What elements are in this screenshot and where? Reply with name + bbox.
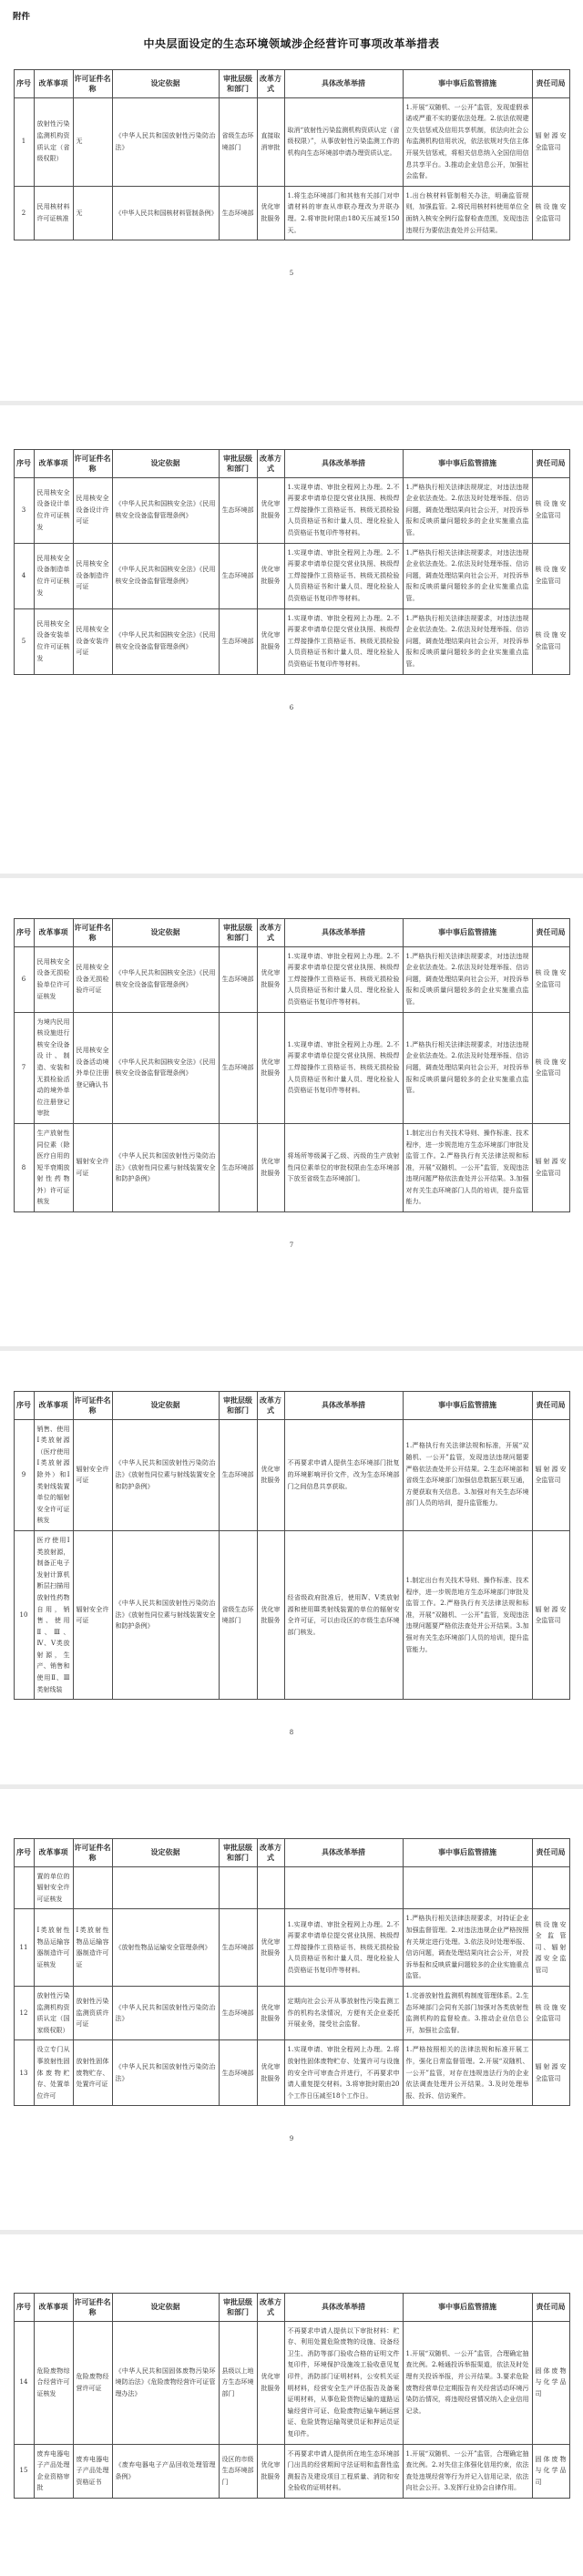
column-header: 事中事后监管措施 bbox=[403, 2294, 532, 2322]
table-header bbox=[14, 1392, 569, 1420]
cell-seq: 2 bbox=[14, 186, 34, 240]
reform-table bbox=[14, 1391, 570, 1700]
cell-reform-mode: 优化审批服务 bbox=[257, 946, 284, 1012]
header-row bbox=[14, 1839, 569, 1867]
table-row bbox=[14, 2444, 569, 2498]
cell-cert-name: 民用核安全设备安装许可证 bbox=[73, 608, 112, 674]
cell-responsible-bureau: 辐射源安全监管司 bbox=[532, 97, 569, 186]
cell-reform-measures: 不再要求申请人提供以下审批材料：贮存、利用处置危险废物的设施、设备经卫生、消防等部门验收合格的证明文件复印件，环境保护设施竣工验收意见复印件，消防部门证明材料，公安机关证明材料，经营安全生产评估报告及备案证明材料，从事危险货物运输的道路运输经营许可证、危险废物运输车辆运营证、危险货物运输驾驶员证和押运员证复印件。 bbox=[284, 2321, 403, 2444]
cell-seq: 12 bbox=[14, 1986, 34, 2039]
cell-reform-mode: 优化审批服务 bbox=[257, 1909, 284, 1987]
table-body bbox=[14, 1419, 569, 1700]
cell-cert-name: 无 bbox=[73, 186, 112, 240]
cell-legal-basis bbox=[112, 1866, 219, 1909]
column-header: 序号 bbox=[14, 450, 34, 478]
column-header: 事中事后监管措施 bbox=[403, 70, 532, 98]
column-header: 许可证件名称 bbox=[73, 919, 112, 947]
cell-legal-basis: 《废弃电器电子产品回收处理管理条例》 bbox=[112, 2444, 219, 2498]
column-header: 责任司局 bbox=[532, 70, 569, 98]
cell-cert-name: 放射性固体废物贮存、处置许可证 bbox=[73, 2040, 112, 2106]
cell-responsible-bureau: 核设施安全监管司、辐射源安全监管司 bbox=[532, 1909, 569, 1987]
header-row bbox=[14, 919, 569, 947]
column-header: 具体改革举措 bbox=[284, 1392, 403, 1420]
cell-cert-name: 辐射安全许可证 bbox=[73, 1419, 112, 1530]
cell-reform-item: 废弃电器电子产品处理企业资格审批 bbox=[34, 2444, 73, 2498]
header-row bbox=[14, 1392, 569, 1420]
cell-responsible-bureau: 核设施安全监管司 bbox=[532, 477, 569, 543]
cell-responsible-bureau: 固体废物与化学品司 bbox=[532, 2444, 569, 2498]
page-number: 8 bbox=[289, 1729, 294, 1737]
cell-responsible-bureau: 核设施安全监管司 bbox=[532, 946, 569, 1012]
column-header: 责任司局 bbox=[532, 919, 569, 947]
cell-approval-authority: 省级生态环境部门 bbox=[219, 97, 257, 186]
column-header: 序号 bbox=[14, 2294, 34, 2322]
document-title: 中央层面设定的生态环境领域涉企经营许可事项改革举措表 bbox=[143, 37, 440, 50]
column-header: 改革事项 bbox=[34, 1839, 73, 1867]
cell-responsible-bureau: 辐射源安全监管司 bbox=[532, 1419, 569, 1530]
cell-supervision-measures: 1.制定出台有关技术导则、操作标准、技术程序，进一步规范地方生态环境部门审批及监管工作。2.严格执行有关法律法规和标准，开展“双随机、一公开”监管，发现违法违规问题要严格依法查处并公开结果。3.加强对有关生态环境部门人员的培训，提升监管能力。 bbox=[403, 1530, 532, 1699]
column-header: 具体改革举措 bbox=[284, 1839, 403, 1867]
cell-reform-item: 生产放射性同位素（除医疗自用的短半衰期放射性药物外）许可证核发 bbox=[34, 1123, 73, 1211]
cell-legal-basis: 《中华人民共和国核安全法》《民用核安全设备监督管理条例》 bbox=[112, 477, 219, 543]
column-header: 许可证件名称 bbox=[73, 70, 112, 98]
cell-reform-measures: 1.实现申请、审批全程网上办理。2.不再要求申请单位提交营业执照、核级焊工焊接操作工资格证书、核级无损检验人员资格证书和计量人员、理化检验人员资格证书复印件等材料。 bbox=[284, 477, 403, 543]
table-row bbox=[14, 477, 569, 543]
column-header: 事中事后监管措施 bbox=[403, 1392, 532, 1420]
cell-reform-measures: 将场所等级属于乙级、丙级的生产放射性同位素单位的审批权限由生态环境部下放至省级生态环境部门。 bbox=[284, 1123, 403, 1211]
cell-reform-measures: 取消“放射性污染监测机构资质认定（省级权限）”，从事放射性污染监测工作的机构向生态环境部申请办理资质认定。 bbox=[284, 97, 403, 186]
cell-reform-measures: 经省级政府批准后，使用Ⅳ、Ⅴ类放射源和使用Ⅲ类射线装置的单位的辐射安全许可证，可以由设区的市级生态环境部门核发。 bbox=[284, 1530, 403, 1699]
cell-supervision-measures: 1.严格执行相关法律法规要求，对违法违规企业依法查处。2.依法及时处理举报、信访问题，调查处理结果向社会公开，对投诉举报和反映质量问题较多的企业实施重点监管。 bbox=[403, 1012, 532, 1123]
cell-approval-authority: 生态环境部 bbox=[219, 608, 257, 674]
cell-supervision-measures: 1.严格执行相关法律法规规定，对违法违规企业依法查处。2.依法及时处理举报、信访问题，调查处理结果向社会公开，对投诉举报和反映质量问题较多的企业实施重点监管。 bbox=[403, 477, 532, 543]
cell-seq: 8 bbox=[14, 1123, 34, 1211]
table-row bbox=[14, 608, 569, 674]
column-header: 责任司局 bbox=[532, 2294, 569, 2322]
column-header: 具体改革举措 bbox=[284, 2294, 403, 2322]
page-number: 6 bbox=[289, 703, 294, 711]
cell-approval-authority: 生态环境部 bbox=[219, 2040, 257, 2106]
table-header bbox=[14, 2294, 569, 2322]
cell-reform-item: 销售、使用Ⅰ类放射源（医疗使用Ⅰ类放射源除外）和Ⅰ类射线装置单位的辐射安全许可证核发 bbox=[34, 1419, 73, 1530]
column-header: 许可证件名称 bbox=[73, 1839, 112, 1867]
cell-seq: 1 bbox=[14, 97, 34, 186]
cell-reform-measures: 1.将生态环境部门和其他有关部门对申请材料的审查从串联办理改为并联办理。2.将审批时限由180天压减至150天。 bbox=[284, 186, 403, 240]
column-header: 责任司局 bbox=[532, 450, 569, 478]
document-page bbox=[0, 1351, 583, 1784]
page-number: 7 bbox=[289, 1242, 294, 1250]
cell-supervision-measures: 1.严格执行相关法律法规要求，对违法违规企业依法查处。2.依法及时处理举报、信访问题，调查处理结果向社会公开，对投诉举报和反映质量问题较多的企业实施重点监管。 bbox=[403, 608, 532, 674]
cell-legal-basis: 《中华人民共和国放射性污染防治法》《放射性同位素与射线装置安全和防护条例》 bbox=[112, 1530, 219, 1699]
table-body bbox=[14, 477, 569, 674]
cell-supervision-measures: 1.制定出台有关技术导则、操作标准、技术程序，进一步规范地方生态环境部门审批及监管工作。2.严格执行有关法律法规和标准，开展“双随机、一公开”监管，发现违法违规问题严格依法查处并公开结果。3.加强对有关生态环境部门人员的培训，提升监管能力。 bbox=[403, 1123, 532, 1211]
cell-approval-authority: 生态环境部 bbox=[219, 1123, 257, 1211]
cell-reform-mode: 优化审批服务 bbox=[257, 608, 284, 674]
column-header: 事中事后监管措施 bbox=[403, 1839, 532, 1867]
column-header: 设定依据 bbox=[112, 919, 219, 947]
cell-reform-item: 医疗使用Ⅰ类放射源，制备正电子发射计算机断层扫描用放射性药物自用，销售、使用Ⅱ、Ⅲ、Ⅳ、Ⅴ类放射源，生产、销售和使用Ⅱ、Ⅲ类射线装 bbox=[34, 1530, 73, 1699]
column-header: 审批层级和部门 bbox=[219, 70, 257, 98]
cell-responsible-bureau: 核设施安全监管司 bbox=[532, 1012, 569, 1123]
cell-legal-basis: 《中华人民共和国核安全法》《民用核安全设备监督管理条例》 bbox=[112, 1012, 219, 1123]
cell-reform-mode: 优化审批服务 bbox=[257, 2040, 284, 2106]
cell-supervision-measures: 1.严格执行相关法律法规要求，对持证企业加强监督管理。2.对违法违规企业严格按照有关规定进行处理。3.依法及时处理举报、信访问题，调查处理结果向社会公开，对投诉举报和反映质量问题较多的企业实施重点监管。 bbox=[403, 1909, 532, 1987]
cell-reform-measures: 1.实现申请、审批全程网上办理。2.将放射性固体废物贮存、处置许可与设施的安全许可审查合并进行，不再要求申请人重复提交材料。3.将审批时限由20个工作日压减至18个工作日。 bbox=[284, 2040, 403, 2106]
page-number: 5 bbox=[289, 270, 294, 278]
table-row bbox=[14, 186, 569, 240]
column-header: 责任司局 bbox=[532, 1839, 569, 1867]
table-row bbox=[14, 2040, 569, 2106]
cell-reform-measures: 1.实现申请、审批全程网上办理。2.不再要求申请单位提交营业执照、核级焊工焊接操作工资格证书、核级无损检验人员资格证书和计量人员、理化检验人员资格证书复印件等材料。 bbox=[284, 946, 403, 1012]
cell-supervision-measures: 1.开展“双随机、一公开”监管，发现虚假承诺或严重不实的要依法处理。2.依法依规建立失信惩戒及信用共享机制，依法向社会公布监测机构信用状况，依法依规对失信主体开展失信惩戒，将相关信息纳入全国信用信息共享平台。3.推动企业信息公开，加强社会监督。 bbox=[403, 97, 532, 186]
column-header: 审批层级和部门 bbox=[219, 919, 257, 947]
column-header: 序号 bbox=[14, 1392, 34, 1420]
cell-supervision-measures: 1.开展“双随机、一公开”监管，合理确定抽查比例。2.畅通投诉举报渠道，依法及时处理有关投诉举报，并公开结果。3.要求危险废物经营单位定期报告有关经营活动环境污染防治情况，将违规经营情况纳入企业信用记录。 bbox=[403, 2321, 532, 2444]
cell-cert-name bbox=[73, 1866, 112, 1909]
column-header: 设定依据 bbox=[112, 1392, 219, 1420]
column-header: 具体改革举措 bbox=[284, 919, 403, 947]
cell-reform-item: 危险废物综合经营许可证核发 bbox=[34, 2321, 73, 2444]
table-row bbox=[14, 946, 569, 1012]
column-header: 序号 bbox=[14, 919, 34, 947]
column-header: 设定依据 bbox=[112, 1839, 219, 1867]
cell-reform-item: 放射性污染监测机构资质认定（国家级权限） bbox=[34, 1986, 73, 2039]
cell-reform-item: 民用核安全设备安装单位许可证核发 bbox=[34, 608, 73, 674]
cell-responsible-bureau: 核设施安全监管司 bbox=[532, 543, 569, 608]
column-header: 改革方式 bbox=[257, 450, 284, 478]
column-header: 审批层级和部门 bbox=[219, 1839, 257, 1867]
cell-legal-basis: 《中华人民共和国核材料管制条例》 bbox=[112, 186, 219, 240]
cell-reform-item: 设立专门从事放射性固体废物贮存、处置单位许可 bbox=[34, 2040, 73, 2106]
cell-supervision-measures: 1.完善放射性监测机构制度管理体系。2.生态环境部门会同有关部门加强对各类放射性监测机构的监督检查。3.推动企业信息公开，加强社会监督。 bbox=[403, 1986, 532, 2039]
cell-seq: 15 bbox=[14, 2444, 34, 2498]
column-header: 审批层级和部门 bbox=[219, 450, 257, 478]
cell-cert-name: 民用核安全设备制造许可证 bbox=[73, 543, 112, 608]
column-header: 具体改革举措 bbox=[284, 450, 403, 478]
cell-legal-basis: 《中华人民共和国核安全法》《民用核安全设备监督管理条例》 bbox=[112, 543, 219, 608]
column-header: 许可证件名称 bbox=[73, 2294, 112, 2322]
cell-approval-authority: 设区的市级生态环境部门 bbox=[219, 2444, 257, 2498]
cell-legal-basis: 《放射性物品运输安全管理条例》 bbox=[112, 1909, 219, 1987]
column-header: 改革事项 bbox=[34, 450, 73, 478]
column-header: 改革事项 bbox=[34, 1392, 73, 1420]
cell-approval-authority bbox=[219, 1866, 257, 1909]
cell-reform-measures bbox=[284, 1866, 403, 1909]
column-header: 责任司局 bbox=[532, 1392, 569, 1420]
cell-cert-name: 辐射安全许可证 bbox=[73, 1123, 112, 1211]
cell-reform-mode: 直接取消审批 bbox=[257, 97, 284, 186]
column-header: 设定依据 bbox=[112, 70, 219, 98]
cell-supervision-measures: 1.出台核材料管制相关办法，明确监管规则，加强监管。2.将民用核材料使用单位全面纳入核安全例行监督检查范围，发现违法违规行为要依法查处并公开结果。 bbox=[403, 186, 532, 240]
document-page bbox=[0, 2234, 583, 2568]
cell-reform-mode bbox=[257, 1866, 284, 1909]
cell-responsible-bureau: 核设施安全监管司 bbox=[532, 1986, 569, 2039]
column-header: 设定依据 bbox=[112, 2294, 219, 2322]
table-body bbox=[14, 946, 569, 1211]
cell-cert-name: 民用核安全设备活动境外单位注册登记确认书 bbox=[73, 1012, 112, 1123]
cell-reform-item: 放射性污染监测机构资质认定（省级权限） bbox=[34, 97, 73, 186]
cell-approval-authority: 生态环境部 bbox=[219, 946, 257, 1012]
document-page bbox=[0, 405, 583, 874]
cell-seq: 14 bbox=[14, 2321, 34, 2444]
cell-reform-item: 民用核安全设备制造单位许可证核发 bbox=[34, 543, 73, 608]
column-header: 改革事项 bbox=[34, 919, 73, 947]
cell-reform-mode: 优化审批服务 bbox=[257, 1419, 284, 1530]
cell-legal-basis: 《中华人民共和国放射性污染防治法》《放射性同位素与射线装置安全和防护条例》 bbox=[112, 1123, 219, 1211]
table-row bbox=[14, 1866, 569, 1909]
reform-table bbox=[14, 449, 570, 675]
cell-reform-mode: 优化审批服务 bbox=[257, 1012, 284, 1123]
document-page bbox=[0, 0, 583, 401]
cell-seq: 5 bbox=[14, 608, 34, 674]
cell-reform-measures: 1.实现申请、审批全程网上办理。2.不再要求申请单位提交营业执照、核级焊工焊接操作工资格证书、核级无损检验人员资格证书和计量人员、理化检验人员资格证书复印件等材料。 bbox=[284, 543, 403, 608]
cell-approval-authority: 生态环境部 bbox=[219, 1909, 257, 1987]
table-row bbox=[14, 1012, 569, 1123]
cell-responsible-bureau: 核设施安全监管司 bbox=[532, 608, 569, 674]
table-header bbox=[14, 70, 569, 98]
cell-reform-item: 民用核材料许可证核准 bbox=[34, 186, 73, 240]
header-row bbox=[14, 2294, 569, 2322]
cell-reform-measures: 不再要求申请人提供生态环境部门批复的环境影响评价文件，改为生态环境部门之间信息共享获取。 bbox=[284, 1419, 403, 1530]
header-row bbox=[14, 70, 569, 98]
column-header: 改革方式 bbox=[257, 2294, 284, 2322]
cell-cert-name: 辐射安全许可证 bbox=[73, 1530, 112, 1699]
table-row bbox=[14, 543, 569, 608]
cell-approval-authority: 生态环境部 bbox=[219, 477, 257, 543]
table-row bbox=[14, 1530, 569, 1699]
cell-legal-basis: 《中华人民共和国放射性污染防治法》 bbox=[112, 97, 219, 186]
cell-reform-item: Ⅰ类放射性物品运输容器制造许可证核发 bbox=[34, 1909, 73, 1987]
column-header: 改革方式 bbox=[257, 70, 284, 98]
cell-reform-mode: 优化审批服务 bbox=[257, 1123, 284, 1211]
cell-seq bbox=[14, 1866, 34, 1909]
cell-seq: 13 bbox=[14, 2040, 34, 2106]
cell-cert-name: 民用核安全设备无损检验许可证 bbox=[73, 946, 112, 1012]
cell-responsible-bureau: 辐射源安全监管司 bbox=[532, 2040, 569, 2106]
cell-reform-mode: 优化审批服务 bbox=[257, 186, 284, 240]
table-row bbox=[14, 1419, 569, 1530]
cell-reform-mode: 优化审批服务 bbox=[257, 543, 284, 608]
column-header: 许可证件名称 bbox=[73, 1392, 112, 1420]
column-header: 设定依据 bbox=[112, 450, 219, 478]
cell-reform-item: 民用核安全设备设计单位许可证核发 bbox=[34, 477, 73, 543]
cell-reform-mode: 优化审批服务 bbox=[257, 477, 284, 543]
cell-responsible-bureau: 核设施安全监管司 bbox=[532, 186, 569, 240]
header-row bbox=[14, 450, 569, 478]
table-row bbox=[14, 1986, 569, 2039]
table-header bbox=[14, 450, 569, 478]
cell-cert-name: 无 bbox=[73, 97, 112, 186]
cell-legal-basis: 《中华人民共和国固体废物污染环境防治法》《危险废物经营许可证管理办法》 bbox=[112, 2321, 219, 2444]
cell-cert-name: 危险废物经营许可证 bbox=[73, 2321, 112, 2444]
cell-reform-item: 置的单位的辐射安全许可证核发 bbox=[34, 1866, 73, 1909]
cell-seq: 9 bbox=[14, 1419, 34, 1530]
column-header: 改革方式 bbox=[257, 919, 284, 947]
cell-reform-measures: 1.实现申请、审批全程网上办理。2.不再要求申请单位提交营业执照、核级焊工焊接操作工资格证书、核级无损检验人员资格证书和计量人员、理化检验人员资格证书复印件等材料。 bbox=[284, 1909, 403, 1987]
table-row bbox=[14, 1123, 569, 1211]
cell-reform-measures: 定期向社会公开从事放射性污染监测工作的机构名录情况，方便有关企业委托开展业务，接受社会监督。 bbox=[284, 1986, 403, 2039]
cell-supervision-measures: 1.开展“双随机、一公开”监管，合理确定抽查比例。2.对失信主体强化信用约束，依法查处违规经营等行为并记入信用记录，依法向社会公开。3.发挥行业协会自律作用。 bbox=[403, 2444, 532, 2498]
column-header: 序号 bbox=[14, 70, 34, 98]
column-header: 审批层级和部门 bbox=[219, 2294, 257, 2322]
document-page bbox=[0, 1789, 583, 2230]
cell-cert-name: 民用核安全设备设计许可证 bbox=[73, 477, 112, 543]
cell-responsible-bureau: 辐射源安全监管司 bbox=[532, 1530, 569, 1699]
cell-cert-name: Ⅰ类放射性物品运输容器制造许可证 bbox=[73, 1909, 112, 1987]
cell-approval-authority: 生态环境部 bbox=[219, 1419, 257, 1530]
cell-reform-mode: 优化审批服务 bbox=[257, 2444, 284, 2498]
column-header: 审批层级和部门 bbox=[219, 1392, 257, 1420]
reform-table bbox=[14, 1838, 570, 2106]
cell-responsible-bureau bbox=[532, 1866, 569, 1909]
cell-legal-basis: 《中华人民共和国放射性污染防治法》 bbox=[112, 1986, 219, 2039]
cell-approval-authority: 生态环境部 bbox=[219, 543, 257, 608]
cell-cert-name: 放射性污染监测资质许可证 bbox=[73, 1986, 112, 2039]
column-header: 改革方式 bbox=[257, 1392, 284, 1420]
cell-legal-basis: 《中华人民共和国核安全法》《民用核安全设备监督管理条例》 bbox=[112, 608, 219, 674]
table-header bbox=[14, 919, 569, 947]
cell-reform-mode: 优化审批服务 bbox=[257, 1530, 284, 1699]
cell-supervision-measures: 1.严格执行有关法律法规和标准，开展“双随机、一公开”监管，发现违法违规问题要严格依法查处并公开结果。2.生态环境部和省级生态环境部门加强信息数据互联互通，方便获取有关信息。3.加强对有关生态环境部门人员的培训，提升监管能力。 bbox=[403, 1419, 532, 1530]
cell-legal-basis: 《中华人民共和国放射性污染防治法》《放射性同位素与射线装置安全和防护条例》 bbox=[112, 1419, 219, 1530]
attachment-label: 附件 bbox=[13, 12, 31, 22]
cell-reform-mode: 优化审批服务 bbox=[257, 1986, 284, 2039]
table-body bbox=[14, 97, 569, 240]
table-row bbox=[14, 97, 569, 186]
cell-supervision-measures: 1.严格执行相关法律法规要求，对违法违规企业依法查处。2.依法及时处理举报、信访问题，调查处理结果向社会公开，对投诉举报和反映质量问题较多的企业实施重点监管。 bbox=[403, 946, 532, 1012]
column-header: 改革事项 bbox=[34, 70, 73, 98]
table-row bbox=[14, 2321, 569, 2444]
cell-cert-name: 废弃电器电子产品处理资格证书 bbox=[73, 2444, 112, 2498]
cell-supervision-measures: 1.严格按照相关的法律法规和标准开展工作，强化日常监督管理。2.开展“双随机、一公开”监管，对存在违规违法行为的企业依法调查处理并公开结果。3.及时处理举报、投诉、信访案件。 bbox=[403, 2040, 532, 2106]
cell-seq: 4 bbox=[14, 543, 34, 608]
cell-legal-basis: 《中华人民共和国放射性污染防治法》 bbox=[112, 2040, 219, 2106]
cell-seq: 11 bbox=[14, 1909, 34, 1987]
cell-reform-mode: 优化审批服务 bbox=[257, 2321, 284, 2444]
cell-reform-measures: 1.实现申请、审批全程网上办理。2.不再要求申请单位提交营业执照、核级焊工焊接操作工资格证书、核级无损检验人员资格证书和计量人员、理化检验人员资格证书复印件等材料。 bbox=[284, 1012, 403, 1123]
cell-reform-item: 民用核安全设备无损检验单位许可证核发 bbox=[34, 946, 73, 1012]
reform-table bbox=[14, 69, 570, 240]
cell-reform-measures: 1.实现申请、审批全程网上办理。2.不再要求申请单位提交营业执照、核级焊工焊接操作工资格证书、核级无损检验人员资格证书和计量人员、理化检验人员资格证书复印件等材料。 bbox=[284, 608, 403, 674]
cell-seq: 3 bbox=[14, 477, 34, 543]
cell-seq: 10 bbox=[14, 1530, 34, 1699]
reform-table bbox=[14, 2293, 570, 2499]
cell-supervision-measures: 1.严格执行相关法律法规要求，对违法违规企业依法查处。2.依法及时处理举报、信访问题，调查处理结果向社会公开，对投诉举报和反映质量问题较多的企业实施重点监管。 bbox=[403, 543, 532, 608]
page-number: 9 bbox=[289, 2135, 294, 2143]
cell-reform-measures: 不再要求申请人提供所在地生态环境部门出具的经营期间守法证明和监督性监测报告及建设项目工程质量、消防和安全验收的证明材料。 bbox=[284, 2444, 403, 2498]
cell-approval-authority: 县级以上地方生态环境部门 bbox=[219, 2321, 257, 2444]
table-body bbox=[14, 1866, 569, 2106]
cell-seq: 6 bbox=[14, 946, 34, 1012]
column-header: 具体改革举措 bbox=[284, 70, 403, 98]
cell-responsible-bureau: 固体废物与化学品司 bbox=[532, 2321, 569, 2444]
reform-table bbox=[14, 918, 570, 1212]
table-header bbox=[14, 1839, 569, 1867]
column-header: 事中事后监管措施 bbox=[403, 450, 532, 478]
cell-approval-authority: 生态环境部 bbox=[219, 1986, 257, 2039]
cell-responsible-bureau: 辐射源安全监管司 bbox=[532, 1123, 569, 1211]
cell-approval-authority: 生态环境部 bbox=[219, 186, 257, 240]
column-header: 改革事项 bbox=[34, 2294, 73, 2322]
column-header: 事中事后监管措施 bbox=[403, 919, 532, 947]
table-row bbox=[14, 1909, 569, 1987]
cell-legal-basis: 《中华人民共和国核安全法》《民用核安全设备监督管理条例》 bbox=[112, 946, 219, 1012]
column-header: 许可证件名称 bbox=[73, 450, 112, 478]
cell-reform-item: 为境内民用核设施进行核安全设备设计、制造、安装和无损检验活动的境外单位注册登记审批 bbox=[34, 1012, 73, 1123]
cell-seq: 7 bbox=[14, 1012, 34, 1123]
cell-supervision-measures bbox=[403, 1866, 532, 1909]
cell-approval-authority: 省级生态环境部门 bbox=[219, 1530, 257, 1699]
cell-approval-authority: 生态环境部 bbox=[219, 1012, 257, 1123]
column-header: 改革方式 bbox=[257, 1839, 284, 1867]
table-body bbox=[14, 2321, 569, 2498]
document-page bbox=[0, 878, 583, 1346]
column-header: 序号 bbox=[14, 1839, 34, 1867]
